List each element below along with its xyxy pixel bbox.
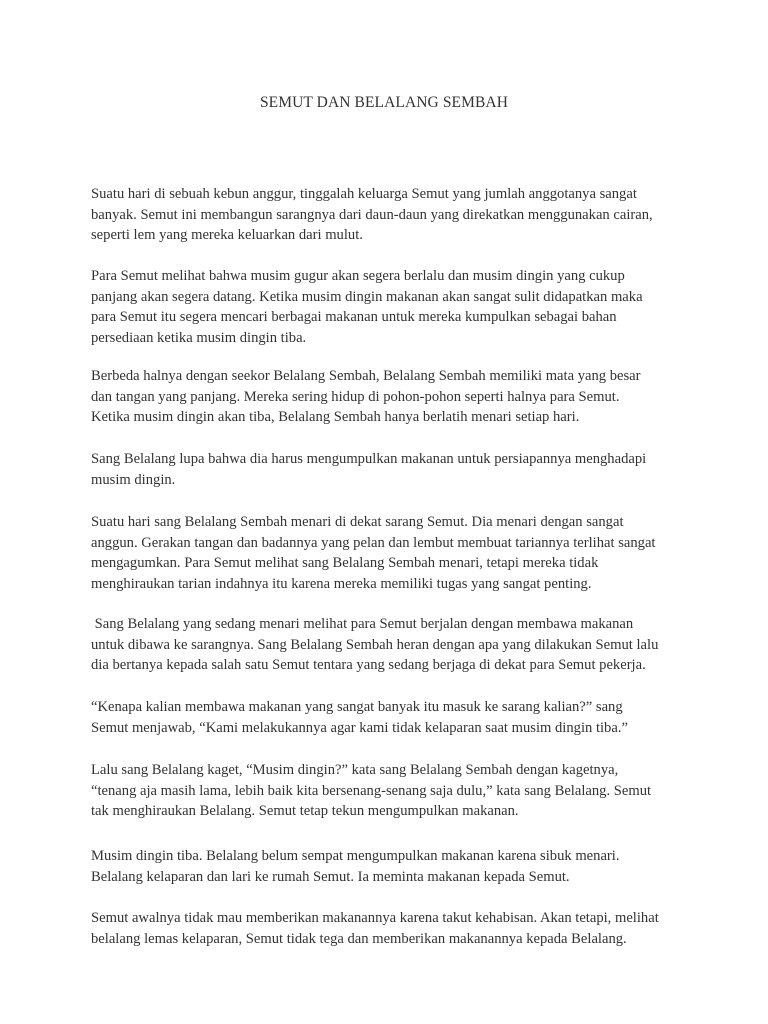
paragraph-line: Suatu hari di sebuah kebun anggur, tinggalah keluarga Semut yang jumlah anggotanya sangat xyxy=(91,186,637,202)
paragraph-line: anggun. Gerakan tangan dan badannya yang pelan dan lembut membuat tariannya terlihat sangat xyxy=(91,534,656,551)
paragraph-line: belalang lemas kelaparan, Semut tidak tega dan memberikan makanannya kepada Belalang. xyxy=(91,930,627,947)
paragraph-line: “tenang aja masih lama, lebih baik kita bersenang-senang saja dulu,” kata sang Belalang. Semut xyxy=(91,782,652,799)
paragraph-line: panjang akan segera datang. Ketika musim dingin makanan akan sangat sulit didapatkan maka xyxy=(91,288,643,305)
paragraph-line: Suatu hari sang Belalang Sembah menari di dekat sarang Semut. Dia menari dengan sangat xyxy=(91,514,624,530)
paragraph-line: dia bertanya kepada salah satu Semut tentara yang sedang berjaga di dekat para Semut pekerja. xyxy=(91,657,646,673)
paragraph-line: banyak. Semut ini membangun sarangnya dari daun-daun yang direkatkan menggunakan cairan, xyxy=(91,206,653,223)
paragraph-line: Ketika musim dingin akan tiba, Belalang Sembah hanya berlatih menari setiap hari. xyxy=(91,409,580,425)
paragraph-10 xyxy=(91,867,681,990)
document-title: SEMUT DAN BELALANG SEMBAH xyxy=(259,94,509,111)
paragraph-line: musim dingin. xyxy=(91,471,176,488)
paragraph-line: Berbeda halnya dengan seekor Belalang Sembah, Belalang Sembah memiliki mata yang besar xyxy=(91,368,641,384)
paragraph-line: Belalang kelaparan dan lari ke rumah Semut. Ia meminta makanan kepada Semut. xyxy=(91,868,570,885)
paragraph-line: “Kenapa kalian membawa makanan yang sangat banyak itu masuk ke sarang kalian?” sang xyxy=(91,699,623,715)
paragraph-line: Semut menjawab, “Kami melakukannya agar kami tidak kelaparan saat musim dingin tiba.” xyxy=(91,719,628,736)
paragraph-line: Lalu sang Belalang kaget, “Musim dingin?” kata sang Belalang Sembah dengan kagetnya, xyxy=(91,762,619,778)
paragraph-line: Semut awalnya tidak mau memberikan makanannya karena takut kehabisan. Akan tetapi, melihat xyxy=(91,910,659,926)
paragraph-line: Para Semut melihat bahwa musim gugur akan segera berlalu dan musim dingin yang cukup xyxy=(91,268,625,284)
paragraph-line: persediaan ketika musim dingin tiba. xyxy=(91,329,307,346)
paragraph-line: Sang Belalang lupa bahwa dia harus mengumpulkan makanan untuk persiapannya menghadapi xyxy=(91,451,647,467)
paragraph-line: mengagumkan. Para Semut melihat sang Belalang Sembah menari, tetapi mereka tidak xyxy=(91,555,599,571)
paragraph-line: Sang Belalang yang sedang menari melihat para Semut berjalan dengan membawa makanan xyxy=(91,616,634,632)
paragraph-line: para Semut itu segera mencari berbagai makanan untuk mereka kumpulkan sebagai bahan xyxy=(91,309,617,325)
paragraph-line: Musim dingin tiba. Belalang belum sempat mengumpulkan makanan karena sibuk menari. xyxy=(91,848,620,864)
paragraph-line: seperti lem yang mereka keluarkan dari mulut. xyxy=(91,227,363,243)
paragraph-line: menghiraukan tarian indahnya itu karena mereka memiliki tugas yang sangat penting. xyxy=(91,575,592,592)
paragraph-line: tak menghiraukan Belalang. Semut tetap tekun mengumpulkan makanan. xyxy=(91,803,519,819)
paragraph-line: dan tangan yang panjang. Mereka sering hidup di pohon-pohon seperti halnya para Semut. xyxy=(91,388,620,405)
paragraph-line: untuk dibawa ke sarangnya. Sang Belalang Sembah heran dengan apa yang dilakukan Semut lalu xyxy=(91,636,659,653)
